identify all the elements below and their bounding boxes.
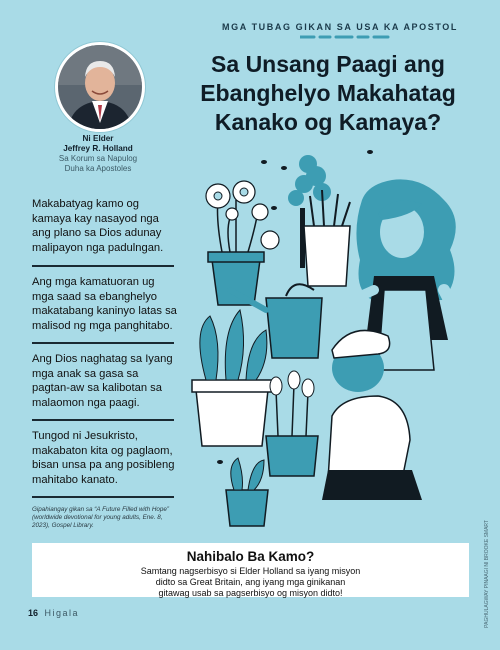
eyebrow: MGA TUBAG GIKAN SA USA KA APOSTOL (222, 22, 458, 32)
divider (32, 419, 174, 421)
page-footer (28, 608, 79, 618)
decorative-dashes (300, 34, 390, 40)
paragraph-3: Ang Dios naghatag sa Iyang mga anak sa gasa sa pagtan-aw sa kalibotan sa malaomon nga paagi. (32, 353, 173, 409)
plant-pot-icon (192, 310, 272, 446)
author-byline: Ni Elder Jeffrey R. Holland Sa Korum sa Napulog Duha ka Apostoles (58, 134, 138, 173)
divider (32, 265, 174, 267)
paragraph-2: Ang mga kamatuoran ug mga saad sa ebanghelyo makatabang kaninyo latas sa malisod ng mga panghitabo. (32, 276, 177, 332)
author-photo (55, 42, 145, 132)
illustration-credit: PAGHULAGWAY PINAAGI NI BROOKE SMART (484, 520, 490, 628)
flower-pot-icon (266, 371, 318, 476)
paragraph-1: Makabatyag kamo og kamaya kay nasayod nga ang plano sa Dios adunay malipayon nga padulngan. (32, 198, 164, 254)
magazine-name: Higala (44, 608, 80, 618)
paragraph-4: Tungod ni Jesukristo, makabaton kita og paglaom, bisan unsa pa ang posibleng mahitabo kanato. (32, 430, 175, 486)
flower-pot-icon (304, 190, 350, 286)
divider (32, 496, 174, 498)
page-title: Sa Unsang Paagi ang Ebanghelyo Makahatag Kanako og Kamaya? (200, 51, 456, 135)
garden-illustration (182, 140, 482, 535)
plant-pot-icon (226, 458, 268, 526)
did-you-know-box (32, 543, 469, 597)
fact-box-title: Nahibalo Ba Kamo? (186, 549, 315, 564)
citation: Gipahiangay gikan sa “A Future Filled with Hope” (worldwide devotional for young adults, Ene. 8, 2023), Gospel Library. (32, 506, 169, 529)
fact-box-body: Samtang nagserbisyo si Elder Holland sa iyang misyon didto sa Great Britain, ang iyang mga ginikanan gitawag usab sa pagserbisyo og misyon didto! (140, 566, 361, 598)
page-number: 16 (28, 608, 39, 618)
flower-pot-icon (206, 181, 279, 305)
divider (32, 342, 174, 344)
